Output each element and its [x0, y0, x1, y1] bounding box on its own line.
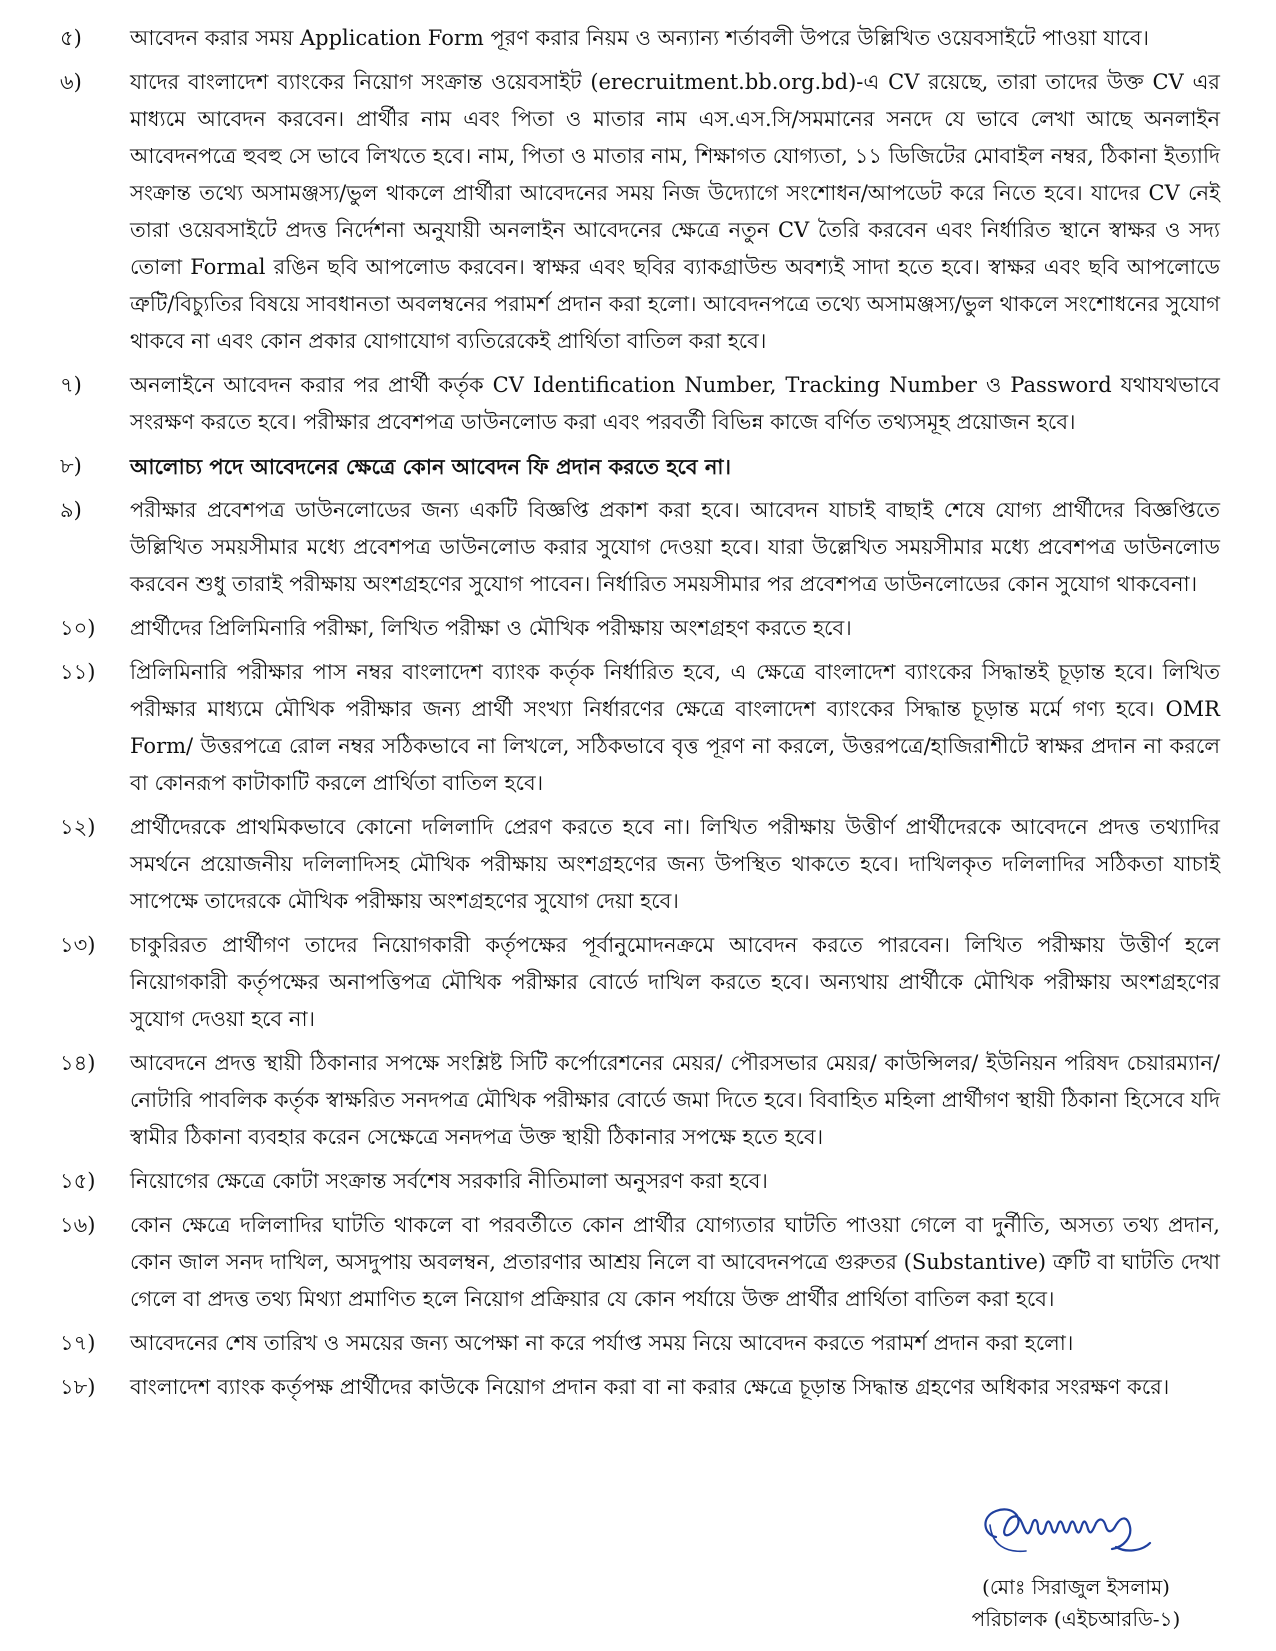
- signature-block: [946, 1495, 1206, 1635]
- clause-item: [60, 1045, 1220, 1156]
- clause-number: ৮): [60, 454, 82, 478]
- signatory-designation: পরিচালক (এইচআরডি-১): [971, 1607, 1181, 1631]
- clause-item: [60, 448, 1220, 485]
- clause-number: ৯): [60, 498, 82, 522]
- clause-text: আবেদনে প্রদত্ত স্থায়ী ঠিকানার সপক্ষে সংশ্লিষ্ট সিটি কর্পোরেশনের মেয়র/ পৌরসভার মেয়র/ কাউন্সিলর/ ইউনিয়ন পরিষদ চেয়ারম্যান/ নোটারি পাবলিক কর্তৃক স্বাক্ষরিত সনদপত্র মৌখিক পরীক্ষার বোর্ডে জমা দিতে হবে। বিবাহিত মহিলা প্রার্থীগণ স্থায়ী ঠিকানা হিসেবে যদি স্বামীর ঠিকানা ব্যবহার করেন সেক্ষেত্রে সনদপত্র উক্ত স্থায়ী ঠিকানার সপক্ষে হতে হবে।: [130, 1051, 1220, 1149]
- signature-stroke: [985, 1509, 1150, 1550]
- clause-text: প্রিলিমিনারি পরীক্ষার পাস নম্বর বাংলাদেশ ব্যাংক কর্তৃক নির্ধারিত হবে, এ ক্ষেত্রে বাংলাদেশ ব্যাংকের সিদ্ধান্তই চূড়ান্ত হবে। লিখিত পরীক্ষার মাধ্যমে মৌখিক পরীক্ষার জন্য প্রার্থী সংখ্যা নির্ধারণের ক্ষেত্রে বাংলাদেশ ব্যাংকের সিদ্ধান্ত চূড়ান্ত মর্মে গণ্য হবে। OMR Form/ উত্তরপত্রে রোল নম্বর সঠিকভাবে না লিখলে, সঠিকভাবে বৃত্ত পূরণ না করলে, উত্তরপত্রে/হাজিরাশীটে স্বাক্ষর প্রদান না করলে বা কোনরূপ কাটাকাটি করলে প্রার্থিতা বাতিল হবে।: [130, 660, 1220, 795]
- signatory-name: (মোঃ সিরাজুল ইসলাম): [982, 1575, 1170, 1599]
- clause-item: [60, 20, 1220, 57]
- clause-text: অনলাইনে আবেদন করার পর প্রার্থী কর্তৃক CV Identification Number, Tracking Number ও Password যথাযথভাবে সংরক্ষণ করতে হবে। পরীক্ষার প্রবেশপত্র ডাউনলোড করা এবং পরবর্তী বিভিন্ন কাজে বর্ণিত তথ্যসমূহ প্রয়োজন হবে।: [130, 373, 1220, 434]
- clause-item: [60, 367, 1220, 441]
- clause-item: [60, 1207, 1220, 1318]
- clause-text: চাকুরিরত প্রার্থীগণ তাদের নিয়োগকারী কর্তৃপক্ষের পূর্বানুমোদনক্রমে আবেদন করতে পারবেন। লিখিত পরীক্ষায় উত্তীর্ণ হলে নিয়োগকারী কর্তৃপক্ষের অনাপত্তিপত্র মৌখিক পরীক্ষার বোর্ডে দাখিল করতে হবে। অন্যথায় প্রার্থীকে মৌখিক পরীক্ষায় অংশগ্রহণের সুযোগ দেওয়া হবে না।: [130, 933, 1220, 1031]
- clause-number: ১১): [60, 660, 96, 684]
- clause-number: ১৪): [60, 1051, 96, 1075]
- clause-text: নিয়োগের ক্ষেত্রে কোটা সংক্রান্ত সর্বশেষ সরকারি নীতিমালা অনুসরণ করা হবে।: [130, 1169, 768, 1193]
- clause-item: [60, 809, 1220, 920]
- clause-text: প্রার্থীদেরকে প্রাথমিকভাবে কোনো দলিলাদি প্রেরণ করতে হবে না। লিখিত পরীক্ষায় উত্তীর্ণ প্রার্থীদেরকে আবেদনে প্রদত্ত তথ্যাদির সমর্থনে প্রয়োজনীয় দলিলাদিসহ মৌখিক পরীক্ষায় অংশগ্রহণের জন্য উপস্থিত থাকতে হবে। দাখিলকৃত দলিলাদির সঠিকতা যাচাই সাপেক্ষে তাদেরকে মৌখিক পরীক্ষায় অংশগ্রহণের সুযোগ দেয়া হবে।: [130, 815, 1220, 913]
- clause-item: [60, 64, 1220, 360]
- clause-number: ১২): [60, 815, 96, 839]
- handwritten-signature: [966, 1495, 1186, 1565]
- clause-item: [60, 927, 1220, 1038]
- clause-number: ১৭): [60, 1331, 96, 1355]
- clause-text: আলোচ্য পদে আবেদনের ক্ষেত্রে কোন আবেদন ফি প্রদান করতে হবে না।: [130, 454, 731, 479]
- clause-text: প্রার্থীদের প্রিলিমিনারি পরীক্ষা, লিখিত পরীক্ষা ও মৌখিক পরীক্ষায় অংশগ্রহণ করতে হবে।: [130, 616, 852, 640]
- clause-number: ১৬): [60, 1213, 96, 1237]
- clause-number: ১৮): [60, 1375, 96, 1399]
- clause-number: ১৫): [60, 1169, 96, 1193]
- clause-item: [60, 1325, 1220, 1362]
- clause-item: [60, 1369, 1220, 1406]
- clause-text: কোন ক্ষেত্রে দলিলাদির ঘাটতি থাকলে বা পরবর্তীতে কোন প্রার্থীর যোগ্যতার ঘাটতি পাওয়া গেলে বা দুর্নীতি, অসত্য তথ্য প্রদান, কোন জাল সনদ দাখিল, অসদুপায় অবলম্বন, প্রতারণার আশ্রয় নিলে বা আবেদনপত্রে গুরুতর (Substantive) ত্রুটি বা ঘাটতি দেখা গেলে বা প্রদত্ত তথ্য মিথ্যা প্রমাণিত হলে নিয়োগ প্রক্রিয়ার যে কোন পর্যায়ে উক্ত প্রার্থীর প্রার্থিতা বাতিল করা হবে।: [130, 1213, 1220, 1311]
- clause-item: [60, 654, 1220, 802]
- clause-number: ৬): [60, 70, 82, 94]
- signature-underline: [990, 1525, 1026, 1551]
- clause-number: ৫): [60, 26, 82, 50]
- clause-number: ১৩): [60, 933, 96, 957]
- clause-list: [60, 20, 1220, 1413]
- clause-text: আবেদন করার সময় Application Form পূরণ করার নিয়ম ও অন্যান্য শর্তাবলী উপরে উল্লিখিত ওয়েবসাইটে পাওয়া যাবে।: [130, 26, 1150, 50]
- clause-number: ৭): [60, 373, 82, 397]
- clause-item: [60, 492, 1220, 603]
- clause-text: যাদের বাংলাদেশ ব্যাংকের নিয়োগ সংক্রান্ত ওয়েবসাইট (erecruitment.bb.org.bd)-এ CV রয়েছে, তারা তাদের উক্ত CV এর মাধ্যমে আবেদন করবেন। প্রার্থীর নাম এবং পিতা ও মাতার নাম এস.এস.সি/সমমানের সনদে যে ভাবে লেখা আছে অনলাইন আবেদনপত্রে হুবহু সে ভাবে লিখতে হবে। নাম, পিতা ও মাতার নাম, শিক্ষাগত যোগ্যতা, ১১ ডিজিটের মোবাইল নম্বর, ঠিকানা ইত্যাদি সংক্রান্ত তথ্যে অসামঞ্জস্য/ভুল থাকলে প্রার্থীরা আবেদনের সময় নিজ উদ্যোগে সংশোধন/আপডেট করে নিতে হবে। যাদের CV নেই তারা ওয়েবসাইটে প্রদত্ত নির্দেশনা অনুযায়ী অনলাইন আবেদনের ক্ষেত্রে নতুন CV তৈরি করবেন এবং নির্ধারিত স্থানে স্বাক্ষর ও সদ্য তোলা Formal রঙিন ছবি আপলোড করবেন। স্বাক্ষর এবং ছবির ব্যাকগ্রাউন্ড অবশ্যই সাদা হতে হবে। স্বাক্ষর এবং ছবি আপলোডে ত্রুটি/বিচ্যুতির বিষয়ে সাবধানতা অবলম্বনের পরামর্শ প্রদান করা হলো। আবেদনপত্রে তথ্যে অসামঞ্জস্য/ভুল থাকলে সংশোধনের সুযোগ থাকবে না এবং কোন প্রকার যোগাযোগ ব্যতিরেকেই প্রার্থিতা বাতিল করা হবে।: [130, 70, 1220, 353]
- clause-text: পরীক্ষার প্রবেশপত্র ডাউনলোডের জন্য একটি বিজ্ঞপ্তি প্রকাশ করা হবে। আবেদন যাচাই বাছাই শেষে যোগ্য প্রার্থীদের বিজ্ঞপ্তিতে উল্লিখিত সময়সীমার মধ্যে প্রবেশপত্র ডাউনলোড করার সুযোগ দেওয়া হবে। যারা উল্লেখিত সময়সীমার মধ্যে প্রবেশপত্র ডাউনলোড করবেন শুধু তারাই পরীক্ষায় অংশগ্রহণের সুযোগ পাবেন। নির্ধারিত সময়সীমার পর প্রবেশপত্র ডাউনলোডের কোন সুযোগ থাকবেনা।: [130, 498, 1220, 596]
- clause-item: [60, 610, 1220, 647]
- clause-text: আবেদনের শেষ তারিখ ও সময়ের জন্য অপেক্ষা না করে পর্যাপ্ত সময় নিয়ে আবেদন করতে পরামর্শ প্রদান করা হলো।: [130, 1331, 1074, 1355]
- clause-text: বাংলাদেশ ব্যাংক কর্তৃপক্ষ প্রার্থীদের কাউকে নিয়োগ প্রদান করা বা না করার ক্ষেত্রে চূড়ান্ত সিদ্ধান্ত গ্রহণের অধিকার সংরক্ষণ করে।: [130, 1375, 1170, 1399]
- clause-item: [60, 1163, 1220, 1200]
- clause-number: ১০): [60, 616, 96, 640]
